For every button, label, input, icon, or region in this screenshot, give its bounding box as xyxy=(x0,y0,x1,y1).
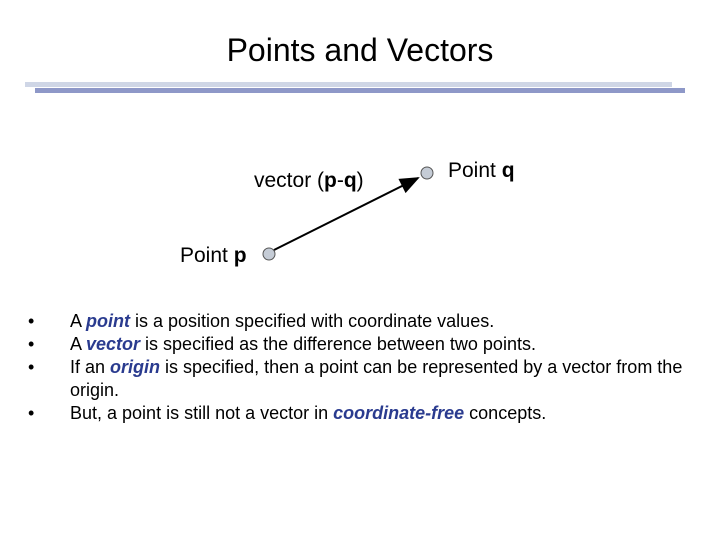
bullet-item: • If an origin is specified, then a point can be represented by a vector from the origin. xyxy=(28,357,683,400)
point-p-label: Point p xyxy=(180,244,247,267)
bullet-item: • But, a point is still not a vector in coordinate-free concepts. xyxy=(28,403,547,423)
bullet-item: • A point is a position specified with coordinate values. xyxy=(28,311,495,331)
point-q-marker xyxy=(421,167,433,179)
point-p-marker xyxy=(263,248,275,260)
bullet-item: • A vector is specified as the difference between two points. xyxy=(28,334,536,354)
vector-label: vector (p-q) xyxy=(254,169,364,192)
slide-title: Points and Vectors xyxy=(226,32,494,68)
bullet-list xyxy=(28,310,708,425)
point-q-label: Point q xyxy=(448,159,515,182)
